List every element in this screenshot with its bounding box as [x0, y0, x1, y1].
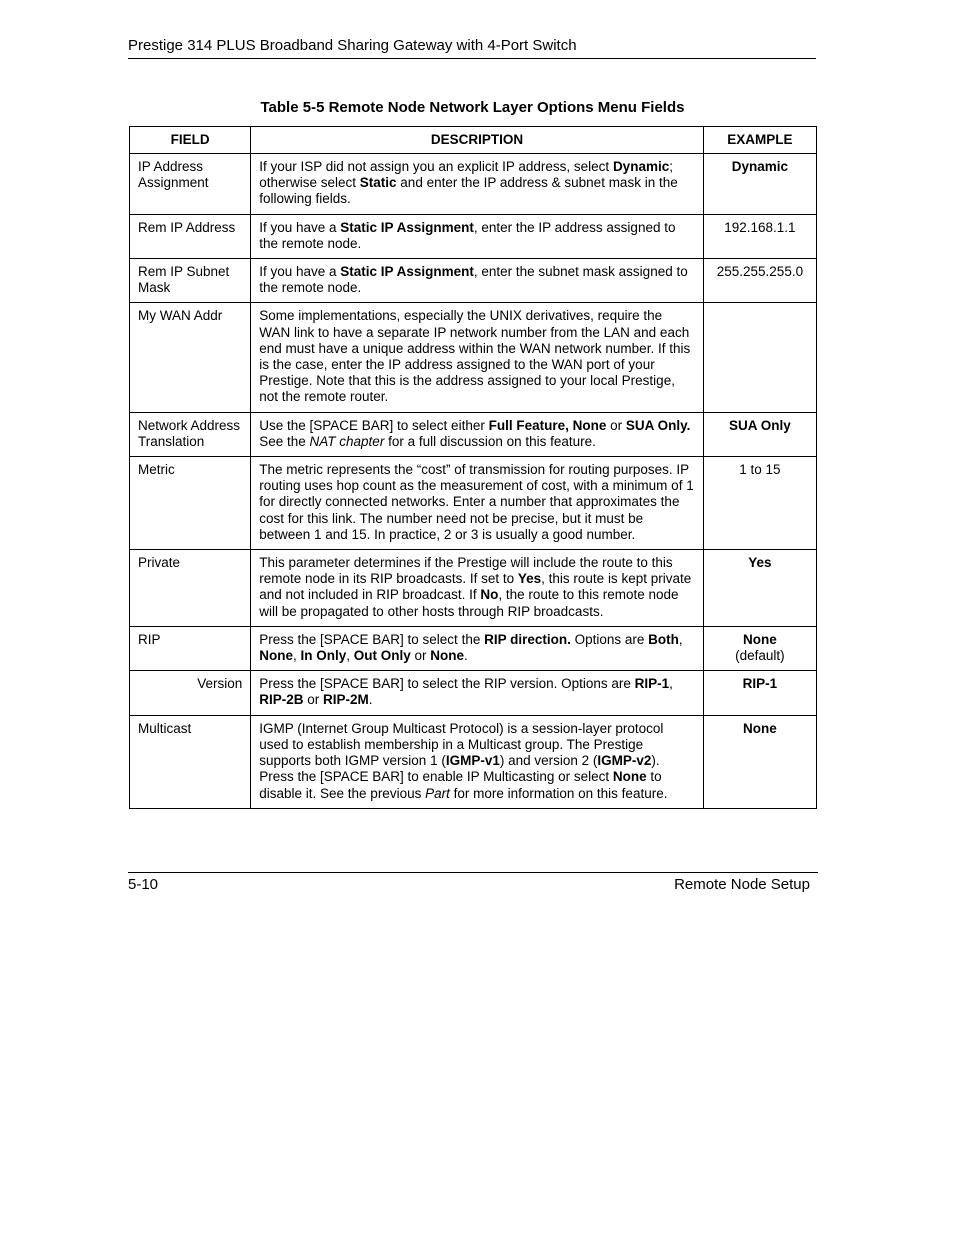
description-cell: If you have a Static IP Assignment, enter the IP address assigned to the remote node. [251, 214, 704, 258]
description-cell: Use the [SPACE BAR] to select either Full Feature, None or SUA Only. See the NAT chapter for a full discussion on this feature. [251, 412, 704, 456]
fields-table [129, 126, 817, 809]
field-cell: Network Address Translation [130, 412, 251, 456]
col-header-description: DESCRIPTION [251, 127, 704, 154]
description-cell: Press the [SPACE BAR] to select the RIP version. Options are RIP-1, RIP-2B or RIP-2M. [251, 671, 704, 715]
description-cell: IGMP (Internet Group Multicast Protocol) is a session-layer protocol used to establish membership in a Multicast group. The Prestige supports both IGMP version 1 (IGMP-v1) and version 2 (IGMP-v2). Press the [SPACE BAR] to enable IP Multicasting or select None to disable it. See the previous Part for more information on this feature. [251, 715, 704, 808]
table-row [130, 259, 817, 303]
example-cell: 192.168.1.1 [703, 214, 816, 258]
example-cell: RIP-1 [703, 671, 816, 715]
description-cell: If your ISP did not assign you an explicit IP address, select Dynamic; otherwise select Static and enter the IP address & subnet mask in the following fields. [251, 154, 704, 215]
col-header-example: EXAMPLE [703, 127, 816, 154]
field-cell: Rem IP Subnet Mask [130, 259, 251, 303]
running-header [128, 37, 816, 59]
example-cell: 255.255.255.0 [703, 259, 816, 303]
example-cell: Yes [703, 550, 816, 627]
table-caption: Table 5-5 Remote Node Network Layer Options Menu Fields [260, 99, 685, 116]
page-footer [128, 872, 818, 893]
field-cell: Version [130, 671, 251, 715]
footer-section: Remote Node Setup [674, 876, 810, 893]
field-cell: My WAN Addr [130, 303, 251, 412]
table-row [130, 626, 817, 670]
field-cell: RIP [130, 626, 251, 670]
col-header-field: FIELD [130, 127, 251, 154]
description-cell: The metric represents the “cost” of transmission for routing purposes. IP routing uses hop count as the measurement of cost, with a minimum of 1 for directly connected networks. Enter a number that approximates the cost for this link. The number need not be precise, but it must be between 1 and 15. In practice, 2 or 3 is usually a good number. [251, 457, 704, 550]
description-cell: This parameter determines if the Prestige will include the route to this remote node in its RIP broadcasts. If set to Yes, this route is kept private and not included in RIP broadcast. If No, the route to this remote node will be propagated to other hosts through RIP broadcasts. [251, 550, 704, 627]
example-cell: Dynamic [703, 154, 816, 215]
description-cell: If you have a Static IP Assignment, enter the subnet mask assigned to the remote node. [251, 259, 704, 303]
table-row [130, 550, 817, 627]
table-row [130, 154, 817, 215]
table-row [130, 214, 817, 258]
example-cell: None (default) [703, 626, 816, 670]
page-number: 5-10 [128, 876, 159, 893]
table-row [130, 457, 817, 550]
field-cell: Private [130, 550, 251, 627]
table-row [130, 303, 817, 412]
example-cell: None [703, 715, 816, 808]
description-cell: Press the [SPACE BAR] to select the RIP direction. Options are Both, None, In Only, Out Only or None. [251, 626, 704, 670]
field-cell: IP Address Assignment [130, 154, 251, 215]
description-cell: Some implementations, especially the UNIX derivatives, require the WAN link to have a separate IP network number from the LAN and each end must have a unique address within the WAN network number. If this is the case, enter the IP address assigned to the WAN port of your Prestige. Note that this is the address assigned to your local Prestige, not the remote router. [251, 303, 704, 412]
field-cell: Metric [130, 457, 251, 550]
table-row [130, 715, 817, 808]
example-cell: 1 to 15 [703, 457, 816, 550]
header-title: Prestige 314 PLUS Broadband Sharing Gateway with 4-Port Switch [128, 37, 577, 54]
table-header-row [130, 127, 817, 154]
example-cell: SUA Only [703, 412, 816, 456]
table-row [130, 671, 817, 715]
table-row [130, 412, 817, 456]
example-cell [703, 303, 816, 412]
field-cell: Rem IP Address [130, 214, 251, 258]
field-cell: Multicast [130, 715, 251, 808]
